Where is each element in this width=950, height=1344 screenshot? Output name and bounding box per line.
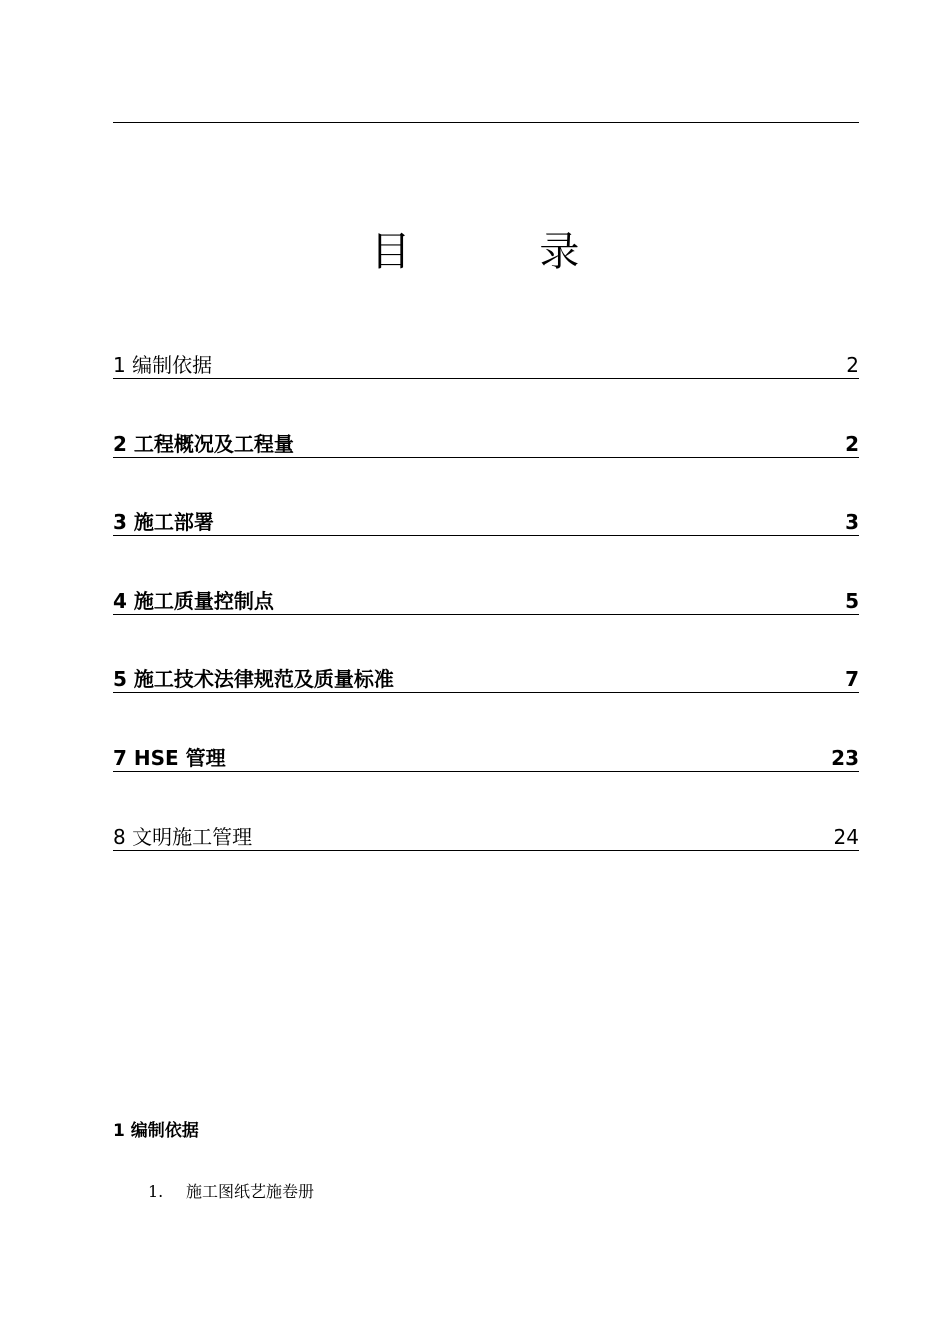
list-item-text: 施工图纸艺施卷册 [186,1182,315,1201]
toc-title: 目 录 [370,229,638,275]
toc-entry-text: 3 施工部署 [113,510,214,535]
toc-entry-text: 1 编制依据 [113,353,213,377]
toc-entry[interactable] [113,419,859,458]
table-of-contents [113,340,859,890]
toc-entry-page: 24 [833,824,859,849]
header-rule [113,122,859,123]
toc-entry-text: 7 HSE 管理 [113,745,226,770]
toc-entry[interactable] [113,497,859,536]
toc-entry[interactable] [113,812,859,851]
toc-entry-page: 3 [845,510,859,535]
list-item-number: 1. [148,1182,164,1201]
toc-entry-page: 5 [845,588,859,613]
toc-entry-text: 5 施工技术法律规范及质量标准 [113,667,394,692]
list-item [148,1180,314,1204]
toc-entry-text: 8 文明施工管理 [113,824,253,849]
section-heading: 1 编制依据 [113,1121,199,1141]
toc-entry[interactable] [113,654,859,693]
toc-entry[interactable] [113,733,859,772]
toc-entry-page: 23 [831,745,859,770]
toc-entry[interactable] [113,576,859,615]
toc-entry-text: 2 工程概况及工程量 [113,431,294,456]
toc-entry-page: 2 [846,353,859,377]
toc-entry-page: 7 [845,667,859,692]
toc-entry[interactable] [113,340,859,379]
toc-entry-text: 4 施工质量控制点 [113,588,274,613]
toc-entry-page: 2 [845,431,859,456]
